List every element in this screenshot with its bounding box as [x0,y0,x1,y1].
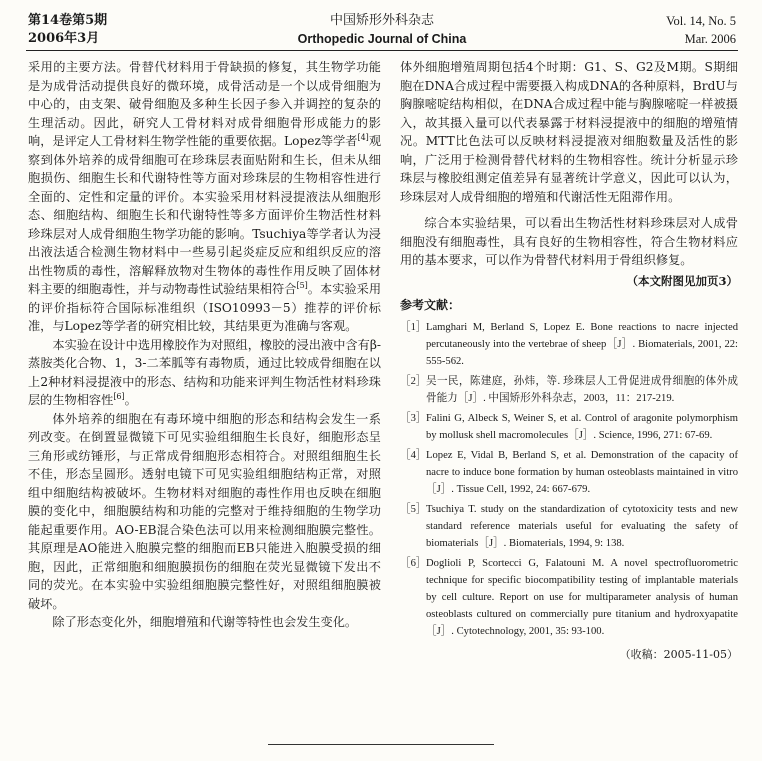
journal-title-en: Orthopedic Journal of China [297,32,467,46]
citation: [4] [357,132,369,142]
volume-issue-cn: 第14卷第5期 [28,13,108,28]
reference-item [400,373,738,407]
references-list [400,319,738,640]
paragraph [28,58,381,336]
reference-item [400,555,738,640]
citation: [6] [113,391,125,401]
text: 本实验在设计中选用橡胶作为对照组，橡胶的浸出液中含有β-蒸胺类化合物、1，3-二苯胍等有毒物质，通过比较成骨细胞在以上2种材料浸提液中的形态、结构和功能来评判生物活性材料珍珠层的生物相容性 [28,337,381,407]
reference-number: ［2］ [400,375,427,387]
reference-text: Tsuchiya T. study on the standardization of cytotoxicity tests and new standard reference materials useful for evaluating the safety of biomaterials［J］. Biomaterials, 1994, 9: 138. [426,503,738,549]
paragraph [28,336,381,410]
reference-text: Falini G, Albeck S, Weiner S, et al. Control of aragonite polymorphism by mollusk shell macromolecules［J］. Science, 1996, 271: 67-69. [426,412,738,441]
reference-text: Lopez E, Vidal B, Berland S, et al. Demonstration of the capacity of nacre to induce bone formation by human osteoblasts maintained in vitro［J］. Tissue Cell, 1992, 24: 667-679. [426,449,738,495]
left-column [28,58,381,632]
received-date: （收稿：2005-11-05） [619,647,738,661]
right-column [400,58,738,664]
text: 观察到体外培养的成骨细胞可在珍珠层表面贴附和生长，但未从细胞损伤、细胞生长和代谢特性等方面对珍珠层的生物相容性进行全面的、定性和定量的评价。本实验采用材料浸提液法从细胞形态、细胞结构、细胞生长和代谢特性等多方面评价生物活性材料珍珠层对人成骨细胞生物学功能的影响。Tsuchiya等学者认为浸出液法适合检测生物材料中一些易引起炎症反应和组织反应的溶出性物质的毒性，溶解释放物对生物体的毒性作用反映了固体材料主要的细胞毒性，并与动物毒性试验结果相符合 [28,134,382,296]
issue-info-en [666,12,736,48]
reference-item [400,447,738,498]
header-rule [26,50,738,51]
reference-item [400,319,738,370]
reference-text: 吴一民，陈建庭，孙炜，等. 珍珠层人工骨促进成骨细胞的体外成骨能力［J］. 中国矫形外科杂志，2003，11：217-219. [426,375,738,404]
reference-item [400,410,738,444]
reference-number: ［4］ [400,449,427,461]
reference-number: ［5］ [400,503,427,515]
reference-item [400,501,738,552]
date-cn: 2006年3月 [28,31,100,46]
paragraph: 体外培养的细胞在有毒环境中细胞的形态和结构会发生一系列改变。在倒置显微镜下可见实验组细胞生长良好，细胞形态呈三角形或纺锤形，与正常成骨细胞形态相符合。对照组细胞生长不佳，形态呈圆形。透射电镜下可见实验组细胞结构正常，对照组中细胞结构被破坏。生物材料对细胞的毒性作用也反映在细胞膜的变化中，细胞膜结构和功能的完整对于维持细胞的生物学功能起重要作用。AO-EB混合染色法可以用来检测细胞膜完整性。其原理是AO能进入胞膜完整的细胞而EB只能进入胞膜受损的细胞，因此，正常细胞和细胞膜损伤的细胞在荧光显微镜下发出不同的荧光。在本实验中实验组细胞膜完整性好，对照组细胞膜被破坏。 [28,411,381,611]
text: 。本实验采用的评价指标符合国际标准组织（ISO10993－5）推荐的评价标准，与Lopez等学者的研究相比较，其结果更为准确与客观。 [28,282,382,333]
journal-title-cn: 中国矫形外科杂志 [329,13,434,28]
journal-title [28,12,736,48]
figure-note: （本文附图见加页3） [626,273,738,288]
reference-number: ［3］ [400,412,427,424]
reference-number: ［6］ [400,557,427,569]
footer-rule [268,744,494,745]
reference-number: ［1］ [400,321,427,333]
volume-issue-en: Vol. 14, No. 5 [666,14,736,28]
citation: [5] [296,280,308,290]
references-title: 参考文献： [400,298,461,312]
paragraph: 体外细胞增殖周期包括4个时期：G1、S、G2及M期。S期细胞在DNA合成过程中需要摄入构成DNA的各种原料，BrdU与胸腺嘧啶结构相似，在DNA合成过程中能与胸腺嘧啶一样被摄入，故其摄入量可以代表暴露于材料浸提液中的细胞的增殖情况。MTT比色法可以反映材料浸提液对细胞数量及活性的影响，广泛用于检测骨替代材料的生物相容性。统计分析显示珍珠层与橡胶组测定值差异有显著统计学意义，因此可以认为，珍珠层对人成骨细胞的增殖和代谢活性无阻滞作用。 [400,60,738,204]
date-en: Mar. 2006 [684,32,736,46]
reference-text: Lamghari M, Berland S, Lopez E. Bone reactions to nacre injected percutaneously into the vertebrae of sheep［J］. Biomaterials, 2001, 22: 555-562. [426,321,738,367]
paragraph: 综合本实验结果，可以看出生物活性材料珍珠层对人成骨细胞没有细胞毒性，具有良好的生物相容性，符合生物材料应用的基本要求，可以作为骨替代材料用于骨组织修复。 [400,216,738,267]
page-header [28,12,736,50]
reference-text: Doglioli P, Scortecci G, Falatouni M. A novel spectrofluorometric technique for specific biocompatibility testing of implantable materials by cell culture. Report on use for multiparameter analysis of human osteoblasts cultured on commercially pure titanium and hydroxyapatite［J］. Cytotechnology, 2001, 35: 93-100. [426,557,738,637]
text: 采用的主要方法。骨替代材料用于骨缺损的修复，其生物学功能是为成骨活动提供良好的微环境，成骨活动是一个以成骨细胞为中心的，由支架、破骨细胞及多种生长因子参入并调控的复杂的生理活动。因此，研究人工骨材料对成骨细胞骨形成能力的影响，是评定人工骨材料生物学性能的重要依据。Lopez等学者 [28,60,381,148]
paragraph: 除了形态变化外，细胞增殖和代谢等特性也会发生变化。 [52,615,358,629]
text: 。 [124,393,137,407]
